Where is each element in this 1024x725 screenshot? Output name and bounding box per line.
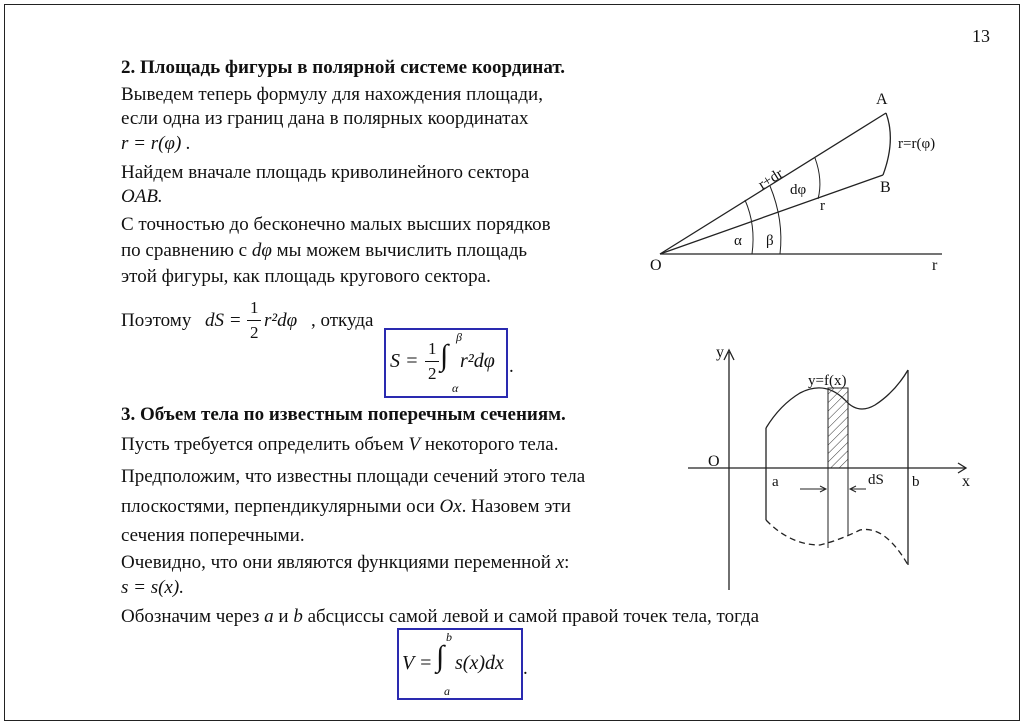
ds-rhs: r²dφ: [264, 310, 298, 331]
volume-formula-lhs: V =: [402, 652, 433, 674]
vol-label-x: x: [962, 473, 970, 490]
section2-heading: 2. Площадь фигуры в полярной системе координат.: [121, 57, 566, 78]
integral-sign: ∫: [440, 339, 449, 372]
vol-label-y: y: [716, 344, 724, 361]
therefore-label: Поэтому: [121, 310, 192, 331]
area-formula-num: 1: [428, 339, 437, 358]
ds-half-num: 1: [250, 298, 259, 317]
x-symbol: x: [555, 552, 565, 573]
area-lower-limit: α: [452, 381, 459, 395]
a-symbol: a: [264, 606, 274, 627]
section2-line5: OAB.: [121, 186, 163, 207]
section2-line2: если одна из границ дана в полярных координатах: [121, 108, 529, 129]
vol-label-a: a: [772, 474, 779, 490]
ds-half-den: 2: [250, 323, 259, 342]
volume-symbol: V: [408, 434, 421, 455]
lower-dashed-curve: [766, 520, 908, 565]
volume-integral-sign: ∫: [436, 640, 445, 673]
section2-line1: Выведем теперь формулу для нахождения площади,: [121, 84, 543, 105]
page-number: 13: [972, 26, 990, 46]
polar-label-dphi: dφ: [790, 182, 807, 198]
polar-label-r: r: [820, 198, 825, 214]
section3-line2: Предположим, что известны площади сечений этого тела: [121, 466, 586, 487]
area-formula-integrand: r²dφ: [460, 350, 495, 372]
b-symbol: b: [293, 606, 303, 627]
hatched-strip: [828, 388, 848, 468]
section3-line5c: :: [564, 552, 570, 573]
vol-label-O: O: [708, 453, 720, 470]
area-formula-period: .: [509, 356, 514, 377]
volume-formula-period: .: [523, 658, 528, 679]
polar-label-alpha: α: [734, 233, 742, 249]
dphi-symbol: dφ: [251, 240, 272, 261]
volume-upper-limit: b: [446, 630, 452, 644]
ox-symbol: Ox: [439, 496, 462, 517]
polar-label-r-eq: r=r(φ): [898, 136, 936, 152]
vol-label-b: b: [912, 474, 920, 490]
polar-label-B: B: [880, 179, 891, 196]
polar-label-beta: β: [766, 233, 774, 249]
section3-line7a: Обозначим через: [121, 606, 260, 627]
vol-label-dS: dS: [868, 472, 884, 488]
section2-line4: Найдем вначале площадь криволинейного сектора: [121, 162, 530, 183]
vol-label-fx: y=f(x): [808, 373, 847, 389]
section2-line6: С точностью до бесконечно малых высших порядков: [121, 214, 551, 235]
section3-line3c: . Назовем эти: [461, 496, 571, 517]
section3-line3a: плоскостями, перпендикулярными оси: [121, 496, 435, 517]
section2-line3: r = r(φ) .: [121, 133, 191, 154]
volume-lower-limit: a: [444, 684, 450, 698]
section2-line8: этой фигуры, как площадь кругового сектора.: [121, 266, 491, 287]
section3-line1a: Пусть требуется определить объем: [121, 434, 404, 455]
section3-line6: s = s(x).: [121, 577, 184, 598]
polar-label-A: A: [876, 91, 888, 108]
whence-label: , откуда: [311, 310, 374, 331]
volume-formula-integrand: s(x)dx: [455, 652, 504, 674]
ds-lhs: dS =: [205, 310, 242, 331]
section2-line7a: по сравнению с: [121, 240, 248, 261]
polar-label-O: O: [650, 257, 662, 274]
section3-line5a: Очевидно, что они являются функциями переменной: [121, 552, 551, 573]
area-formula-lhs: S =: [390, 350, 419, 372]
area-upper-limit: β: [456, 330, 462, 344]
section2-line7c: мы можем вычислить площадь: [276, 240, 528, 261]
area-formula-den: 2: [428, 364, 437, 383]
section3-line7e: абсциссы самой левой и самой правой точек тела, тогда: [307, 606, 760, 627]
section3-line7c: и: [278, 606, 289, 627]
polar-label-r-axis: r: [932, 257, 938, 274]
section3-line4: сечения поперечными.: [121, 525, 305, 546]
section3-heading: 3. Объем тела по известным поперечным сечениям.: [121, 404, 566, 425]
polar-label-rdr: r+dr: [755, 165, 787, 194]
section3-line1c: некоторого тела.: [424, 434, 559, 455]
